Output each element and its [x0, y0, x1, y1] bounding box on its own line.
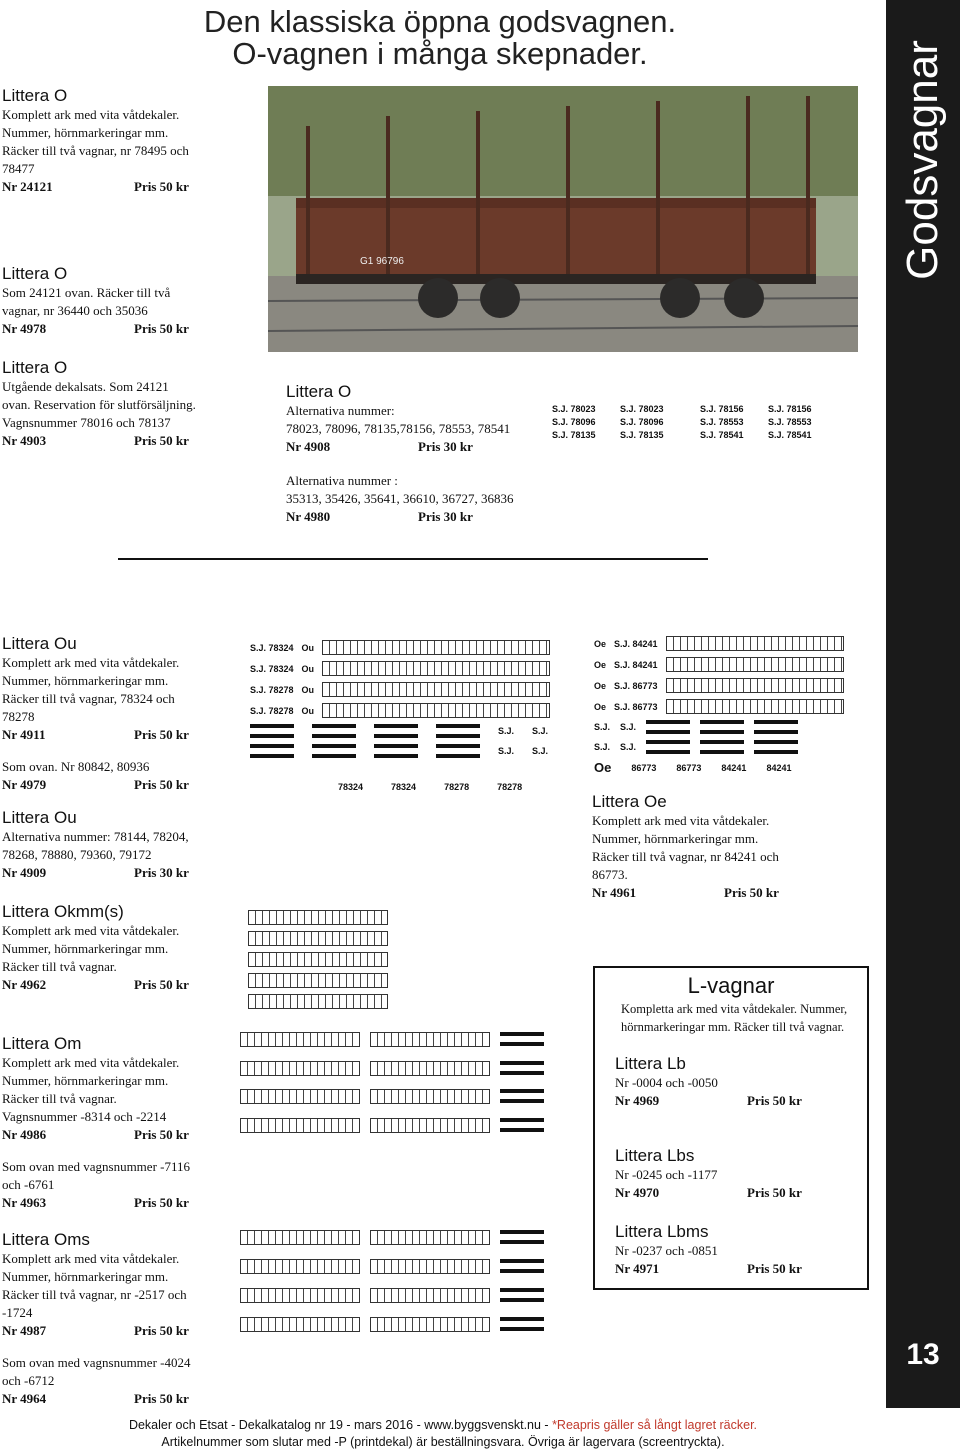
decal-number: S.J. 78096 [552, 417, 596, 427]
wagon-number-text: G1 96796 [360, 256, 404, 267]
decal-strip [240, 1118, 360, 1133]
decal-strip [666, 636, 844, 651]
corner-marking [500, 1118, 544, 1132]
item-number: Nr 4970 [615, 1185, 660, 1200]
item-number: Nr 4961 [592, 885, 637, 900]
item-desc: Komplett ark med vita våtdekaler. [2, 655, 180, 670]
item-desc: Nummer, hörnmarkeringar mm. [2, 673, 169, 688]
decal-strip [240, 1089, 360, 1104]
decal-sj: S.J. [620, 722, 637, 732]
decal-number: S.J. 78135 [552, 430, 596, 440]
l-vagnar-box [593, 966, 869, 1290]
decal-strip [322, 682, 550, 697]
item-title: Littera Lbms [615, 1222, 709, 1241]
corner-marking [250, 744, 294, 758]
corner-marking [754, 740, 798, 754]
item-title: Littera Okmm(s) [2, 902, 124, 921]
decal-strip [248, 952, 388, 967]
l-vagnar-intro: Kompletta ark med vita våtdekaler. Nummer, [621, 1002, 848, 1016]
corner-marking [436, 744, 480, 758]
footer-line-1 [0, 1418, 886, 1432]
page-title [190, 6, 690, 70]
decal-tag: Ou [301, 684, 315, 695]
item-om-4986 [2, 1034, 238, 1144]
footer-line-2: Artikelnummer som slutar med -P (printdekal) är beställningsvara. Övriga är lagervara (screentryckta). [161, 1435, 725, 1449]
decal-number: S.J. 78156 [700, 404, 744, 414]
item-desc: Räcker till två vagnar. [2, 1091, 117, 1106]
item-lbs [595, 1146, 867, 1202]
decal-number: S.J. 78324 [250, 663, 294, 674]
corner-marking [250, 724, 294, 738]
item-o-4903 [2, 358, 264, 450]
corner-marking [500, 1317, 544, 1331]
item-o-4978 [2, 264, 262, 338]
item-desc: Vagnsnummer -8314 och -2214 [2, 1109, 167, 1124]
item-desc: 78023, 78096, 78135,78156, 78553, 78541 [286, 421, 511, 436]
corner-marking [312, 744, 356, 758]
item-title: Littera Oe [592, 792, 667, 811]
decal-sj: S.J. [498, 726, 515, 736]
decal-tag: Oe [594, 638, 607, 649]
item-title: Littera Lb [615, 1054, 686, 1073]
decal-strip [248, 910, 388, 925]
decal-sj: S.J. [532, 726, 549, 736]
l-vagnar-title: L-vagnar [687, 973, 775, 998]
decal-strip [322, 661, 550, 676]
item-desc: Nr -0004 och -0050 [615, 1075, 718, 1090]
corner-marking [700, 720, 744, 734]
item-desc: Som ovan med vagnsnummer -7116 [2, 1159, 190, 1174]
decal-strip [322, 703, 550, 718]
corner-marking [500, 1061, 544, 1075]
item-price: Pris 50 kr [134, 977, 189, 992]
decal-strip [666, 699, 844, 714]
decal-number: S.J. 78278 [250, 684, 294, 695]
item-title: Littera Ou [2, 634, 77, 653]
item-o-24121 [2, 86, 262, 196]
item-number: Nr 4987 [2, 1323, 47, 1338]
item-desc: 78477 [2, 161, 35, 176]
category-label: Godsvagnar [898, 40, 947, 280]
item-number: Nr 4908 [286, 439, 331, 454]
decal-number: 86773 [631, 762, 657, 773]
decal-oe-sheet [594, 636, 844, 775]
corner-marking [374, 744, 418, 758]
item-number: Nr 4969 [615, 1093, 660, 1108]
decal-number: S.J. 78023 [620, 404, 664, 414]
decal-sj: S.J. [594, 742, 611, 752]
item-oe-4961 [592, 792, 842, 902]
item-desc: Räcker till två vagnar, nr 78495 och [2, 143, 189, 158]
item-number: Nr 4971 [615, 1261, 660, 1276]
item-desc: och -6712 [2, 1373, 55, 1388]
item-desc: Utgående dekalsats. Som 24121 [2, 379, 169, 394]
item-desc: vagnar, nr 36440 och 35036 [2, 303, 148, 318]
item-desc: Komplett ark med vita våtdekaler. [592, 813, 770, 828]
item-desc: Nummer, hörnmarkeringar mm. [2, 1073, 169, 1088]
corner-marking [312, 724, 356, 738]
decal-strip [240, 1061, 360, 1076]
item-desc: -1724 [2, 1305, 33, 1320]
decal-strip [370, 1288, 490, 1303]
decal-number: S.J. 78553 [768, 417, 812, 427]
item-desc: Alternativa nummer: 78144, 78204, [2, 829, 189, 844]
decal-strip [248, 931, 388, 946]
item-desc: Alternativa nummer: [286, 403, 395, 418]
item-title: Littera O [2, 86, 68, 105]
item-desc: Nummer, hörnmarkeringar mm. [2, 1269, 169, 1284]
item-price: Pris 30 kr [134, 865, 189, 880]
item-ou-4911 [2, 634, 238, 744]
decal-o-numbers-left [552, 404, 682, 440]
section-divider [118, 558, 708, 560]
item-number: Nr 4909 [2, 865, 47, 880]
item-desc: Nr -0245 och -1177 [615, 1167, 718, 1182]
item-title: Littera O [286, 382, 352, 401]
item-desc: Nummer, hörnmarkeringar mm. [2, 125, 169, 140]
item-o-4980 [286, 472, 586, 526]
item-title: Littera O [2, 358, 68, 377]
corner-marking [500, 1089, 544, 1103]
item-title: Littera Om [2, 1034, 82, 1053]
decal-tag: Oe [594, 760, 612, 775]
item-desc: Komplett ark med vita våtdekaler. [2, 1251, 180, 1266]
decal-strip [370, 1089, 490, 1104]
item-desc: Som ovan. Nr 80842, 80936 [2, 759, 150, 774]
item-price: Pris 50 kr [134, 433, 189, 448]
title-line-2: O-vagnen i många skepnader. [232, 36, 648, 71]
decal-tag: Oe [594, 701, 607, 712]
decal-strip [248, 994, 388, 1009]
decal-number: S.J. 78541 [768, 430, 812, 440]
item-desc: Nummer, hörnmarkeringar mm. [2, 941, 169, 956]
item-price: Pris 50 kr [134, 1391, 189, 1406]
decal-tag: Ou [301, 705, 315, 716]
item-price: Pris 50 kr [134, 777, 189, 792]
decal-strip [370, 1317, 490, 1332]
decal-number: S.J. 78096 [620, 417, 664, 427]
decal-number: S.J. 78023 [552, 404, 596, 414]
item-price: Pris 30 kr [418, 439, 473, 454]
decal-sj: S.J. [620, 742, 637, 752]
decal-strip [322, 640, 550, 655]
item-desc: 86773. [592, 867, 628, 882]
decal-strip [666, 657, 844, 672]
decal-strip [240, 1317, 360, 1332]
decal-sj: S.J. [594, 722, 611, 732]
item-price: Pris 50 kr [724, 885, 779, 900]
item-price: Pris 50 kr [134, 321, 189, 336]
page-number: 13 [906, 1338, 940, 1371]
decal-strip [370, 1118, 490, 1133]
item-number: Nr 4986 [2, 1127, 47, 1142]
item-number: Nr 4911 [2, 727, 46, 742]
decal-number: S.J. 86773 [614, 701, 658, 712]
item-ou-4979 [2, 758, 238, 794]
item-price: Pris 30 kr [418, 509, 473, 524]
decal-number: S.J. 86773 [614, 680, 658, 691]
decal-o-numbers-right [700, 404, 830, 440]
item-desc: 35313, 35426, 35641, 36610, 36727, 36836 [286, 491, 514, 506]
decal-tag: Ou [301, 663, 315, 674]
decal-ou-sheet [250, 640, 550, 758]
decal-number: S.J. 84241 [614, 638, 658, 649]
decal-number: S.J. 78135 [620, 430, 664, 440]
decal-number: S.J. 78156 [768, 404, 812, 414]
decal-strip [370, 1230, 490, 1245]
corner-marking [646, 740, 690, 754]
decal-number: 84241 [721, 762, 747, 773]
corner-marking [500, 1288, 544, 1302]
item-desc: Nummer, hörnmarkeringar mm. [592, 831, 759, 846]
item-desc: Vagnsnummer 78016 och 78137 [2, 415, 171, 430]
item-number: Nr 4963 [2, 1195, 47, 1210]
corner-marking [500, 1259, 544, 1273]
decal-number: S.J. 78324 [250, 642, 294, 653]
decal-number: 78278 [497, 782, 523, 792]
decal-ou-bottom [338, 782, 522, 792]
item-price: Pris 50 kr [134, 1127, 189, 1142]
item-number: Nr 4903 [2, 433, 47, 448]
decal-number: S.J. 78541 [700, 430, 744, 440]
decal-strip [370, 1061, 490, 1076]
item-desc: Räcker till två vagnar, nr 84241 och [592, 849, 779, 864]
item-price: Pris 50 kr [747, 1185, 802, 1200]
item-price: Pris 50 kr [747, 1093, 802, 1108]
corner-marking [436, 724, 480, 738]
item-o-4908 [286, 382, 556, 456]
item-desc: och -6761 [2, 1177, 55, 1192]
decal-number: 78324 [391, 782, 417, 792]
item-desc: 78268, 78880, 79360, 79172 [2, 847, 152, 862]
item-title: Littera Ou [2, 808, 77, 827]
item-oms-4964 [2, 1354, 238, 1408]
decal-okmm-sheet [248, 910, 388, 1009]
corner-marking [374, 724, 418, 738]
item-lb [595, 1054, 867, 1110]
category-sidebar [886, 0, 960, 1408]
item-title: Littera O [2, 264, 68, 283]
item-okmm-4962 [2, 902, 238, 994]
decal-strip [370, 1032, 490, 1047]
item-price: Pris 50 kr [747, 1261, 802, 1276]
decal-tag: Oe [594, 659, 607, 670]
decal-strip [240, 1288, 360, 1303]
decal-number: 78278 [444, 782, 470, 792]
item-desc: Räcker till två vagnar, nr -2517 och [2, 1287, 187, 1302]
item-price: Pris 50 kr [134, 179, 189, 194]
item-desc: ovan. Reservation för slutförsäljning. [2, 397, 196, 412]
item-number: Nr 4980 [286, 509, 331, 524]
decal-strip [240, 1230, 360, 1245]
decal-strip [666, 678, 844, 693]
item-number: Nr 4962 [2, 977, 47, 992]
decal-sj: S.J. [532, 746, 549, 756]
item-number: Nr 24121 [2, 179, 53, 194]
title-line-1: Den klassiska öppna godsvagnen. [203, 4, 677, 39]
item-lbms [595, 1222, 867, 1278]
item-number: Nr 4979 [2, 777, 47, 792]
item-number: Nr 4978 [2, 321, 47, 336]
item-desc: Komplett ark med vita våtdekaler. [2, 923, 180, 938]
wagon-photo [268, 86, 858, 352]
item-price: Pris 50 kr [134, 727, 189, 742]
item-ou-4909 [2, 808, 238, 882]
l-vagnar-intro: hörnmarkeringar mm. Räcker till två vagnar. [621, 1020, 845, 1034]
footer-text: Dekaler och Etsat - Dekalkatalog nr 19 - mars 2016 - www.byggsvenskt.nu - [128, 1418, 553, 1432]
decal-tag: Ou [301, 642, 315, 653]
item-title: Littera Oms [2, 1230, 90, 1249]
decal-number: 86773 [676, 762, 702, 773]
item-number: Nr 4964 [2, 1391, 47, 1406]
corner-marking [700, 740, 744, 754]
corner-marking [646, 720, 690, 734]
decal-om-sheet [240, 1032, 560, 1140]
corner-marking [754, 720, 798, 734]
decal-number: S.J. 84241 [614, 659, 658, 670]
item-desc: 78278 [2, 709, 35, 724]
item-oms-4987 [2, 1230, 238, 1340]
item-om-4963 [2, 1158, 238, 1212]
item-desc: Räcker till två vagnar. [2, 959, 117, 974]
item-desc: Som ovan med vagnsnummer -4024 [2, 1355, 191, 1370]
item-desc: Komplett ark med vita våtdekaler. [2, 107, 180, 122]
decal-strip [370, 1259, 490, 1274]
item-price: Pris 50 kr [134, 1323, 189, 1338]
decal-oms-sheet [240, 1230, 560, 1340]
footer-note: *Reapris gäller så långt lagret räcker. [552, 1418, 758, 1432]
item-desc: Nr -0237 och -0851 [615, 1243, 718, 1258]
item-title: Littera Lbs [615, 1146, 695, 1165]
decal-number: 84241 [766, 762, 792, 773]
decal-strip [248, 973, 388, 988]
decal-sj: S.J. [498, 746, 515, 756]
decal-tag: Oe [594, 680, 607, 691]
decal-number: 78324 [338, 782, 364, 792]
item-desc: Som 24121 ovan. Räcker till två [2, 285, 171, 300]
item-desc: Komplett ark med vita våtdekaler. [2, 1055, 180, 1070]
corner-marking [500, 1230, 544, 1244]
item-desc: Räcker till två vagnar, 78324 och [2, 691, 175, 706]
item-desc: Alternativa nummer : [286, 473, 398, 488]
decal-number: S.J. 78278 [250, 705, 294, 716]
corner-marking [500, 1032, 544, 1046]
decal-strip [240, 1259, 360, 1274]
item-price: Pris 50 kr [134, 1195, 189, 1210]
decal-number: S.J. 78553 [700, 417, 744, 427]
decal-strip [240, 1032, 360, 1047]
